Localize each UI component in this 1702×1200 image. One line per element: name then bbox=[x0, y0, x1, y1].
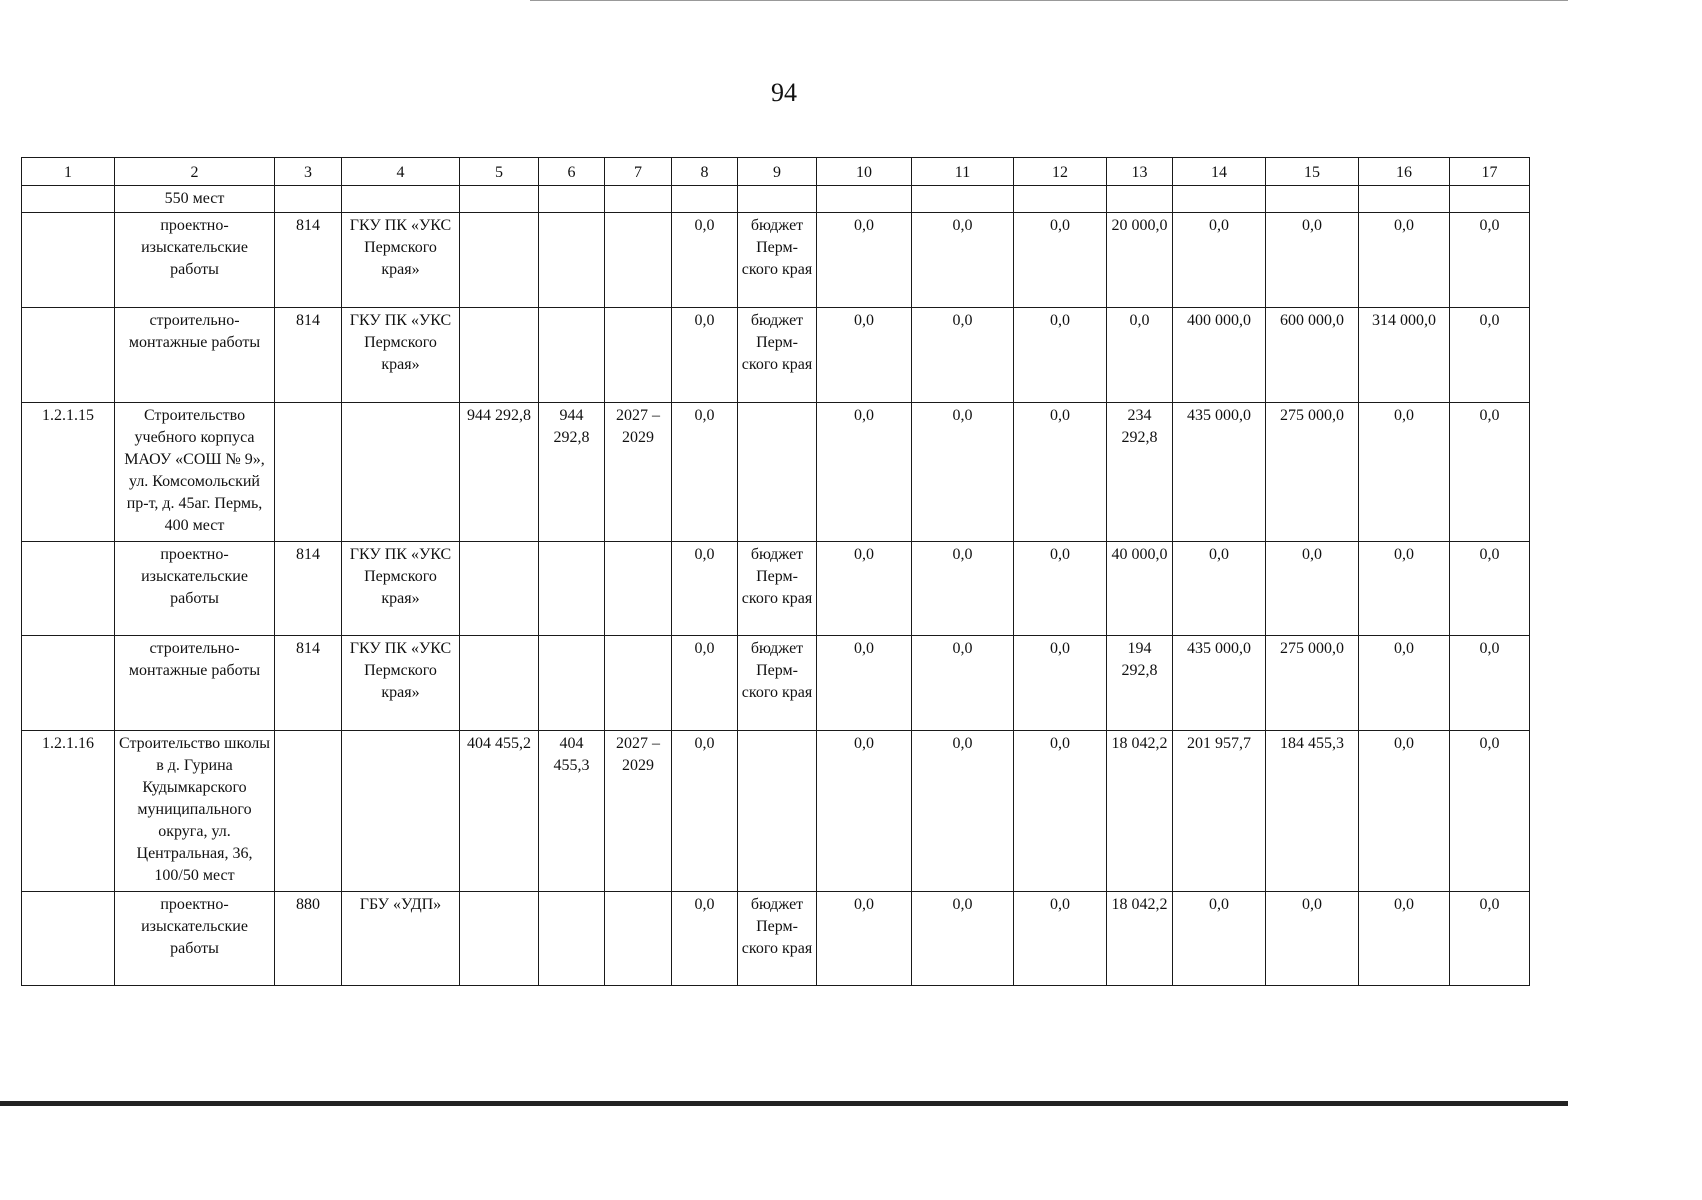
table-cell: 0,0 bbox=[817, 636, 912, 731]
table-cell bbox=[912, 186, 1014, 213]
table-cell: 435 000,0 bbox=[1173, 636, 1266, 731]
table-cell: Строительство учебного корпуса МАОУ «СОШ № 9», ул. Комсомольский пр-т, д. 45аг. Пермь, 400 мест bbox=[115, 403, 275, 542]
table-cell: 0,0 bbox=[672, 636, 738, 731]
table-cell: 814 bbox=[275, 636, 342, 731]
table-cell bbox=[275, 186, 342, 213]
table-cell bbox=[22, 892, 115, 986]
table-row bbox=[22, 213, 1530, 308]
table-cell: 2027 – 2029 bbox=[605, 403, 672, 542]
table-cell: 0,0 bbox=[1014, 403, 1107, 542]
table-cell: 0,0 bbox=[817, 308, 912, 403]
table-cell: 435 000,0 bbox=[1173, 403, 1266, 542]
table-cell: 0,0 bbox=[672, 731, 738, 892]
table-row bbox=[22, 731, 1530, 892]
column-number: 17 bbox=[1450, 158, 1530, 186]
table-cell: 0,0 bbox=[1173, 213, 1266, 308]
table-cell bbox=[275, 731, 342, 892]
table-cell: 0,0 bbox=[1359, 403, 1450, 542]
table-cell: 880 bbox=[275, 892, 342, 986]
table-cell: 0,0 bbox=[912, 403, 1014, 542]
table-cell: 0,0 bbox=[672, 213, 738, 308]
table-cell bbox=[22, 636, 115, 731]
table-cell: 0,0 bbox=[912, 892, 1014, 986]
column-number: 11 bbox=[912, 158, 1014, 186]
table-cell: 0,0 bbox=[1359, 636, 1450, 731]
table-cell bbox=[539, 308, 605, 403]
table-cell bbox=[275, 403, 342, 542]
table-cell bbox=[460, 186, 539, 213]
table-cell: 0,0 bbox=[1014, 636, 1107, 731]
table-row bbox=[22, 542, 1530, 636]
table-cell: 0,0 bbox=[672, 892, 738, 986]
table-cell bbox=[605, 186, 672, 213]
table-cell bbox=[539, 213, 605, 308]
table-cell bbox=[738, 403, 817, 542]
table-cell: проектно-изыскательские работы bbox=[115, 892, 275, 986]
table-cell: 0,0 bbox=[1450, 542, 1530, 636]
table-cell: 0,0 bbox=[817, 731, 912, 892]
table-cell bbox=[460, 636, 539, 731]
table-cell: 0,0 bbox=[912, 213, 1014, 308]
table-cell: 1.2.1.15 bbox=[22, 403, 115, 542]
table-cell: 2027 – 2029 bbox=[605, 731, 672, 892]
table-cell: 0,0 bbox=[1173, 892, 1266, 986]
table-cell bbox=[22, 308, 115, 403]
table-cell: строительно-монтажные работы bbox=[115, 308, 275, 403]
table-cell: 0,0 bbox=[1359, 892, 1450, 986]
column-number: 14 bbox=[1173, 158, 1266, 186]
table-cell: бюджет Перм-ского края bbox=[738, 308, 817, 403]
table-cell: 0,0 bbox=[1450, 308, 1530, 403]
table-cell: 0,0 bbox=[912, 731, 1014, 892]
column-number: 1 bbox=[22, 158, 115, 186]
table-cell: 0,0 bbox=[1173, 542, 1266, 636]
table-cell: бюджет Перм-ского края bbox=[738, 542, 817, 636]
table-cell: ГКУ ПК «УКС Пермского края» bbox=[342, 636, 460, 731]
table-cell: 0,0 bbox=[1359, 731, 1450, 892]
column-number: 4 bbox=[342, 158, 460, 186]
table-cell: 944 292,8 bbox=[460, 403, 539, 542]
table-cell bbox=[22, 186, 115, 213]
column-number: 16 bbox=[1359, 158, 1450, 186]
table-cell: 0,0 bbox=[1014, 731, 1107, 892]
table-cell: 0,0 bbox=[672, 308, 738, 403]
column-number: 12 bbox=[1014, 158, 1107, 186]
table-cell: 18 042,2 bbox=[1107, 892, 1173, 986]
table-cell bbox=[1014, 186, 1107, 213]
table-cell: 40 000,0 bbox=[1107, 542, 1173, 636]
column-number: 9 bbox=[738, 158, 817, 186]
table-cell: 275 000,0 bbox=[1266, 636, 1359, 731]
table-cell: 201 957,7 bbox=[1173, 731, 1266, 892]
table-cell: 234 292,8 bbox=[1107, 403, 1173, 542]
table-cell: 944 292,8 bbox=[539, 403, 605, 542]
table-cell: 275 000,0 bbox=[1266, 403, 1359, 542]
budget-table bbox=[21, 157, 1530, 986]
table-cell: ГБУ «УДП» bbox=[342, 892, 460, 986]
table-row bbox=[22, 403, 1530, 542]
table-cell: 0,0 bbox=[1450, 636, 1530, 731]
table-cell bbox=[460, 308, 539, 403]
table-cell: 184 455,3 bbox=[1266, 731, 1359, 892]
table-cell bbox=[539, 636, 605, 731]
table-cell: 814 bbox=[275, 542, 342, 636]
table-cell: 0,0 bbox=[1266, 892, 1359, 986]
table-cell: 0,0 bbox=[912, 308, 1014, 403]
table-cell: 0,0 bbox=[1359, 542, 1450, 636]
column-number: 15 bbox=[1266, 158, 1359, 186]
table-cell: 0,0 bbox=[817, 213, 912, 308]
table-cell: 404 455,2 bbox=[460, 731, 539, 892]
table-cell: строительно-монтажные работы bbox=[115, 636, 275, 731]
table-cell bbox=[817, 186, 912, 213]
table-cell: бюджет Перм-ского края bbox=[738, 213, 817, 308]
table-cell bbox=[342, 403, 460, 542]
table-cell bbox=[539, 542, 605, 636]
table-cell: проектно-изыскательские работы bbox=[115, 213, 275, 308]
table-cell: 0,0 bbox=[1266, 213, 1359, 308]
table-row bbox=[22, 186, 1530, 213]
table-cell: 404 455,3 bbox=[539, 731, 605, 892]
table-cell bbox=[539, 892, 605, 986]
column-number: 3 bbox=[275, 158, 342, 186]
table-row bbox=[22, 636, 1530, 731]
table-cell: 0,0 bbox=[1266, 542, 1359, 636]
table-cell bbox=[342, 186, 460, 213]
table-cell: 18 042,2 bbox=[1107, 731, 1173, 892]
table-cell bbox=[460, 213, 539, 308]
table-cell: 0,0 bbox=[1450, 892, 1530, 986]
scan-bottom-edge-bar bbox=[0, 1101, 1568, 1106]
table-cell: 1.2.1.16 bbox=[22, 731, 115, 892]
table-cell: 0,0 bbox=[817, 403, 912, 542]
table-cell: ГКУ ПК «УКС Пермского края» bbox=[342, 213, 460, 308]
table-cell: 814 bbox=[275, 308, 342, 403]
table-cell bbox=[1450, 186, 1530, 213]
table-cell bbox=[342, 731, 460, 892]
table-cell bbox=[605, 542, 672, 636]
table-cell: 0,0 bbox=[1450, 403, 1530, 542]
table-cell bbox=[22, 213, 115, 308]
table-cell: 550 мест bbox=[115, 186, 275, 213]
table-cell: 0,0 bbox=[1359, 213, 1450, 308]
table-cell: 0,0 bbox=[817, 892, 912, 986]
column-number: 6 bbox=[539, 158, 605, 186]
table-cell: 0,0 bbox=[1014, 892, 1107, 986]
column-number: 2 bbox=[115, 158, 275, 186]
table-cell bbox=[738, 186, 817, 213]
table-row bbox=[22, 308, 1530, 403]
column-number: 13 bbox=[1107, 158, 1173, 186]
page-number: 94 bbox=[771, 78, 797, 107]
table-cell bbox=[605, 892, 672, 986]
table-cell: 0,0 bbox=[912, 636, 1014, 731]
table-cell bbox=[738, 731, 817, 892]
table-cell bbox=[1107, 186, 1173, 213]
table-cell: 0,0 bbox=[672, 403, 738, 542]
table-cell: 0,0 bbox=[817, 542, 912, 636]
column-number: 5 bbox=[460, 158, 539, 186]
table-cell bbox=[605, 636, 672, 731]
table-cell: ГКУ ПК «УКС Пермского края» bbox=[342, 308, 460, 403]
table-cell: 194 292,8 bbox=[1107, 636, 1173, 731]
table-cell bbox=[1173, 186, 1266, 213]
table-cell: бюджет Перм-ского края bbox=[738, 636, 817, 731]
table-cell: 20 000,0 bbox=[1107, 213, 1173, 308]
column-number: 8 bbox=[672, 158, 738, 186]
table-cell bbox=[539, 186, 605, 213]
table-cell: 600 000,0 bbox=[1266, 308, 1359, 403]
table-cell: 0,0 bbox=[672, 542, 738, 636]
table-cell: 314 000,0 bbox=[1359, 308, 1450, 403]
table-cell: 0,0 bbox=[912, 542, 1014, 636]
table-cell: ГКУ ПК «УКС Пермского края» bbox=[342, 542, 460, 636]
table-cell bbox=[1359, 186, 1450, 213]
table-cell: 0,0 bbox=[1107, 308, 1173, 403]
table-cell: 0,0 bbox=[1450, 731, 1530, 892]
table-cell bbox=[460, 542, 539, 636]
column-number: 7 bbox=[605, 158, 672, 186]
scan-top-edge-line bbox=[530, 0, 1568, 1]
table-cell: 0,0 bbox=[1014, 213, 1107, 308]
table-cell bbox=[605, 213, 672, 308]
table-cell: 0,0 bbox=[1014, 542, 1107, 636]
table-cell bbox=[22, 542, 115, 636]
table-cell: Строительство школы в д. Гурина Кудымкарского муниципального округа, ул. Центральная, 36, 100/50 мест bbox=[115, 731, 275, 892]
table-cell bbox=[460, 892, 539, 986]
table-cell bbox=[605, 308, 672, 403]
table-cell: 400 000,0 bbox=[1173, 308, 1266, 403]
table-row bbox=[22, 892, 1530, 986]
column-number-row bbox=[22, 158, 1530, 186]
table-cell: бюджет Перм-ского края bbox=[738, 892, 817, 986]
table-cell: 814 bbox=[275, 213, 342, 308]
column-number: 10 bbox=[817, 158, 912, 186]
table-cell: 0,0 bbox=[1014, 308, 1107, 403]
table-cell: проектно-изыскательские работы bbox=[115, 542, 275, 636]
table-cell bbox=[672, 186, 738, 213]
table-cell: 0,0 bbox=[1450, 213, 1530, 308]
table-cell bbox=[1266, 186, 1359, 213]
